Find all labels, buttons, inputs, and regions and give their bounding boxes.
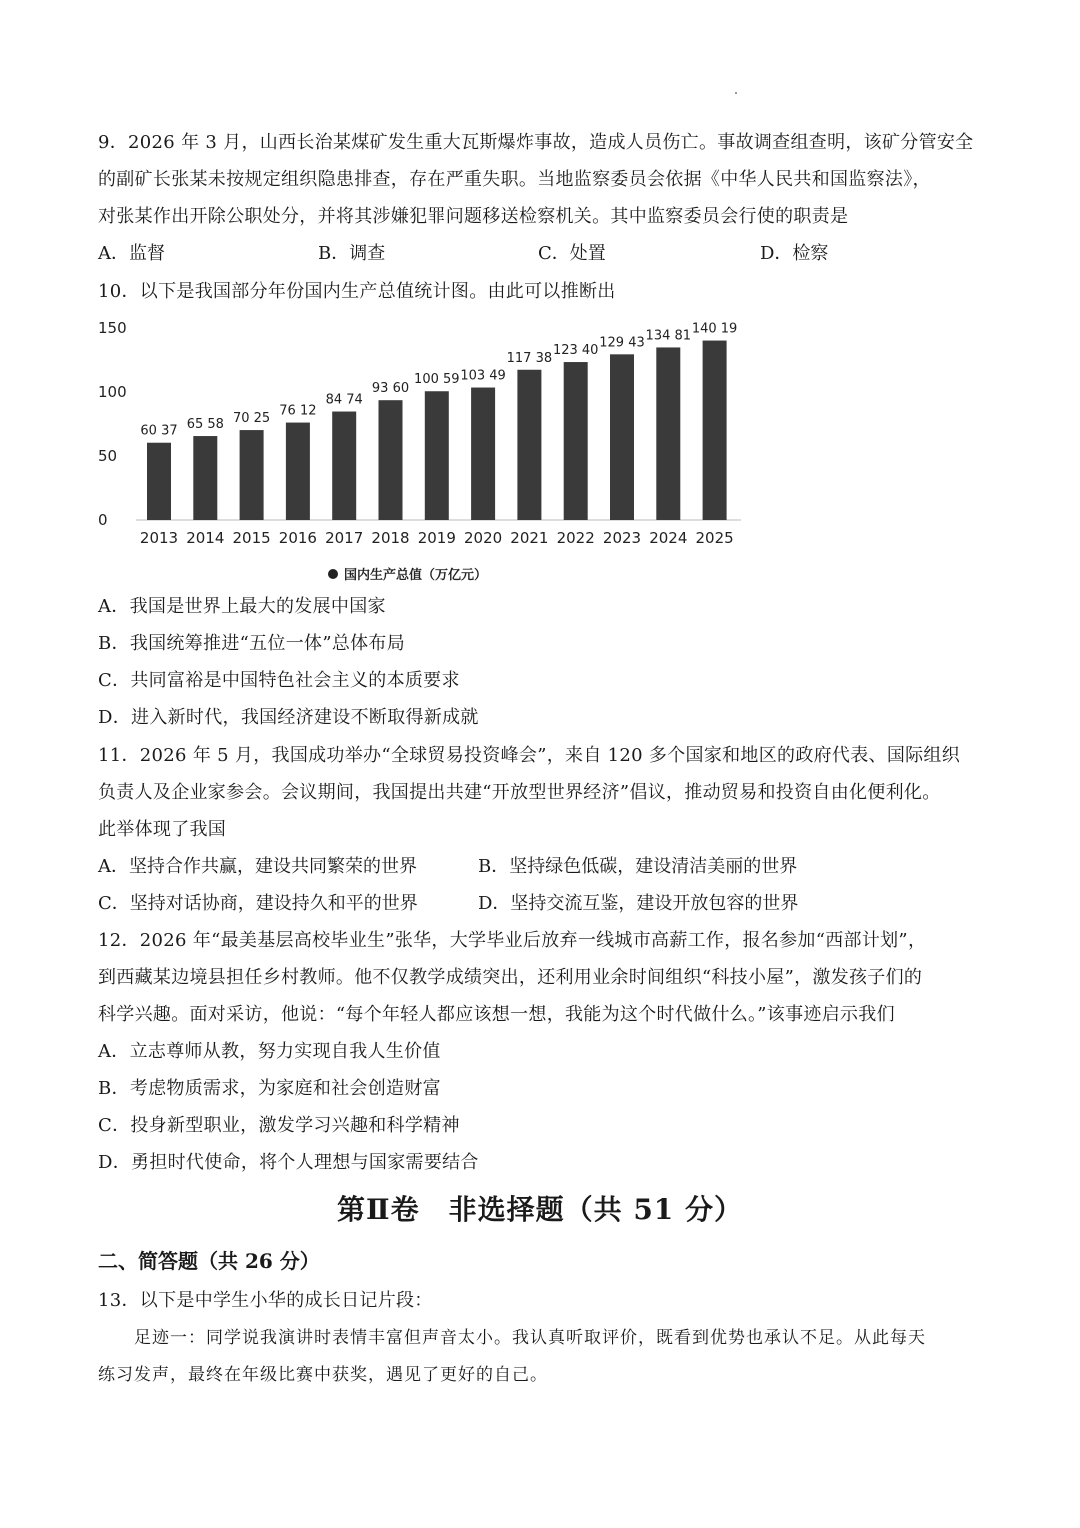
q11-stem-line-1: 11．2026 年 5 月，我国成功举办“全球贸易投资峰会”，来自 120 多个国家和地区的政府代表、国际组织 <box>98 745 961 766</box>
q10-option-a: A．我国是世界上最大的发展中国家 <box>98 596 386 617</box>
q11-option-c: C．坚持对话协商，建设持久和平的世界 <box>98 893 418 914</box>
data-label-2021: 117 38 <box>506 350 553 366</box>
x-tick-label: 2018 <box>371 529 410 547</box>
bar-2020 <box>471 388 495 520</box>
data-label-2018: 93 60 <box>371 381 410 397</box>
x-tick-label: 2017 <box>325 529 364 547</box>
x-tick-label: 2020 <box>464 529 503 547</box>
legend-label: 国内生产总值（万亿元） <box>344 568 488 583</box>
bar-2025 <box>703 341 727 520</box>
q11-stem-line-3: 此举体现了我国 <box>98 819 227 840</box>
q9-option-c: C．处置 <box>538 243 606 264</box>
data-label-2022: 123 40 <box>552 343 599 359</box>
q9-option-b: B．调查 <box>318 243 386 264</box>
q9-stem-line-1: 9．2026 年 3 月，山西长治某煤矿发生重大瓦斯爆炸事故，造成人员伤亡。事故调查组查明，该矿分管安全 <box>98 132 974 153</box>
data-label-2020: 103 49 <box>460 368 506 384</box>
gdp-bar-chart <box>96 312 756 590</box>
q12-option-b: B．考虑物质需求，为家庭和社会创造财富 <box>98 1078 441 1099</box>
y-tick-label: 50 <box>98 447 118 465</box>
q13-stem: 13．以下是中学生小华的成长日记片段： <box>98 1290 433 1311</box>
q12-stem-line-1: 12．2026 年“最美基层高校毕业生”张华，大学毕业后放弃一线城市高薪工作，报名参加“西部计划”， <box>98 930 927 951</box>
q12-option-a: A．立志尊师从教，努力实现自我人生价值 <box>98 1041 441 1062</box>
data-label-2024: 134 81 <box>645 328 692 344</box>
q12-option-c: C．投身新型职业，激发学习兴趣和科学精神 <box>98 1115 460 1136</box>
data-label-2016: 76 12 <box>279 403 317 419</box>
data-label-2013: 60 37 <box>140 423 178 439</box>
bar-2013 <box>147 443 171 520</box>
q9-option-a: A．监督 <box>98 243 165 264</box>
bar-2017 <box>332 412 356 520</box>
x-tick-label: 2015 <box>232 529 271 547</box>
x-tick-label: 2013 <box>139 529 179 547</box>
q11-option-d: D．坚持交流互鉴，建设开放包容的世界 <box>478 893 799 914</box>
x-tick-label: 2021 <box>510 529 549 547</box>
x-tick-label: 2016 <box>278 529 317 547</box>
x-tick-label: 2022 <box>556 529 595 547</box>
q9-option-d: D．检察 <box>760 243 829 264</box>
q10-option-b: B．我国统筹推进“五位一体”总体布局 <box>98 633 406 654</box>
q12-stem-line-2: 到西藏某边境县担任乡村教师。他不仅教学成绩突出，还利用业余时间组织“科技小屋”，激发孩子们的 <box>98 967 923 988</box>
q12-option-d: D．勇担时代使命，将个人理想与国家需要结合 <box>98 1152 479 1173</box>
q9-stem-line-2: 的副矿长张某未按规定组织隐患排查，存在严重失职。当地监察委员会依据《中华人民共和国监察法》， <box>98 169 931 190</box>
q11-option-a: A．坚持合作共赢，建设共同繁荣的世界 <box>98 856 417 877</box>
q9-stem-line-3: 对张某作出开除公职处分，并将其涉嫌犯罪问题移送检察机关。其中监察委员会行使的职责是 <box>98 206 849 227</box>
q13-diary-line-2: 练习发声，最终在年级比赛中获奖，遇见了更好的自己。 <box>98 1365 548 1385</box>
data-label-2023: 129 43 <box>599 335 645 351</box>
q10-stem: 10．以下是我国部分年份国内生产总值统计图。由此可以推断出 <box>98 281 616 302</box>
bar-2018 <box>379 400 403 520</box>
data-label-2017: 84 74 <box>325 392 363 408</box>
q10-option-d: D．进入新时代，我国经济建设不断取得新成就 <box>98 707 479 728</box>
y-tick-label: 150 <box>98 319 127 337</box>
bar-2023 <box>610 354 634 520</box>
bar-2019 <box>425 391 449 520</box>
section-heading: 二、简答题（共 26 分） <box>98 1249 320 1273</box>
bar-2022 <box>564 362 588 520</box>
x-tick-label: 2019 <box>417 529 456 547</box>
bar-2015 <box>240 430 264 520</box>
y-tick-label: 0 <box>98 511 108 529</box>
part-two-title: 第Ⅱ卷 非选择题（共 51 分） <box>336 1193 744 1226</box>
data-label-2025: 140 19 <box>691 321 738 337</box>
x-tick-label: 2025 <box>695 529 734 547</box>
q11-stem-line-2: 负责人及企业家参会。会议期间，我国提出共建“开放型世界经济”倡议，推动贸易和投资自由化便利化。 <box>98 782 941 803</box>
bar-2021 <box>517 370 541 520</box>
legend-marker <box>328 569 338 579</box>
q13-diary-line-1: 足迹一：同学说我演讲时表情丰富但声音太小。我认真听取评价，既看到优势也承认不足。从此每天 <box>134 1328 926 1348</box>
data-label-2015: 70 25 <box>232 411 271 427</box>
bar-2024 <box>656 347 680 520</box>
bar-2016 <box>286 423 310 520</box>
q11-option-b: B．坚持绿色低碳，建设清洁美丽的世界 <box>478 856 798 877</box>
x-tick-label: 2014 <box>186 529 225 547</box>
y-tick-label: 100 <box>98 383 127 401</box>
scan-speck <box>735 92 737 94</box>
x-tick-label: 2024 <box>649 529 688 547</box>
bar-2014 <box>193 436 217 520</box>
x-tick-label: 2023 <box>602 529 642 547</box>
data-label-2019: 100 59 <box>414 372 460 388</box>
q12-stem-line-3: 科学兴趣。面对采访，他说：“每个年轻人都应该想一想，我能为这个时代做什么。”该事迹启示我们 <box>98 1004 895 1025</box>
q10-option-c: C．共同富裕是中国特色社会主义的本质要求 <box>98 670 460 691</box>
data-label-2014: 65 58 <box>186 417 224 433</box>
